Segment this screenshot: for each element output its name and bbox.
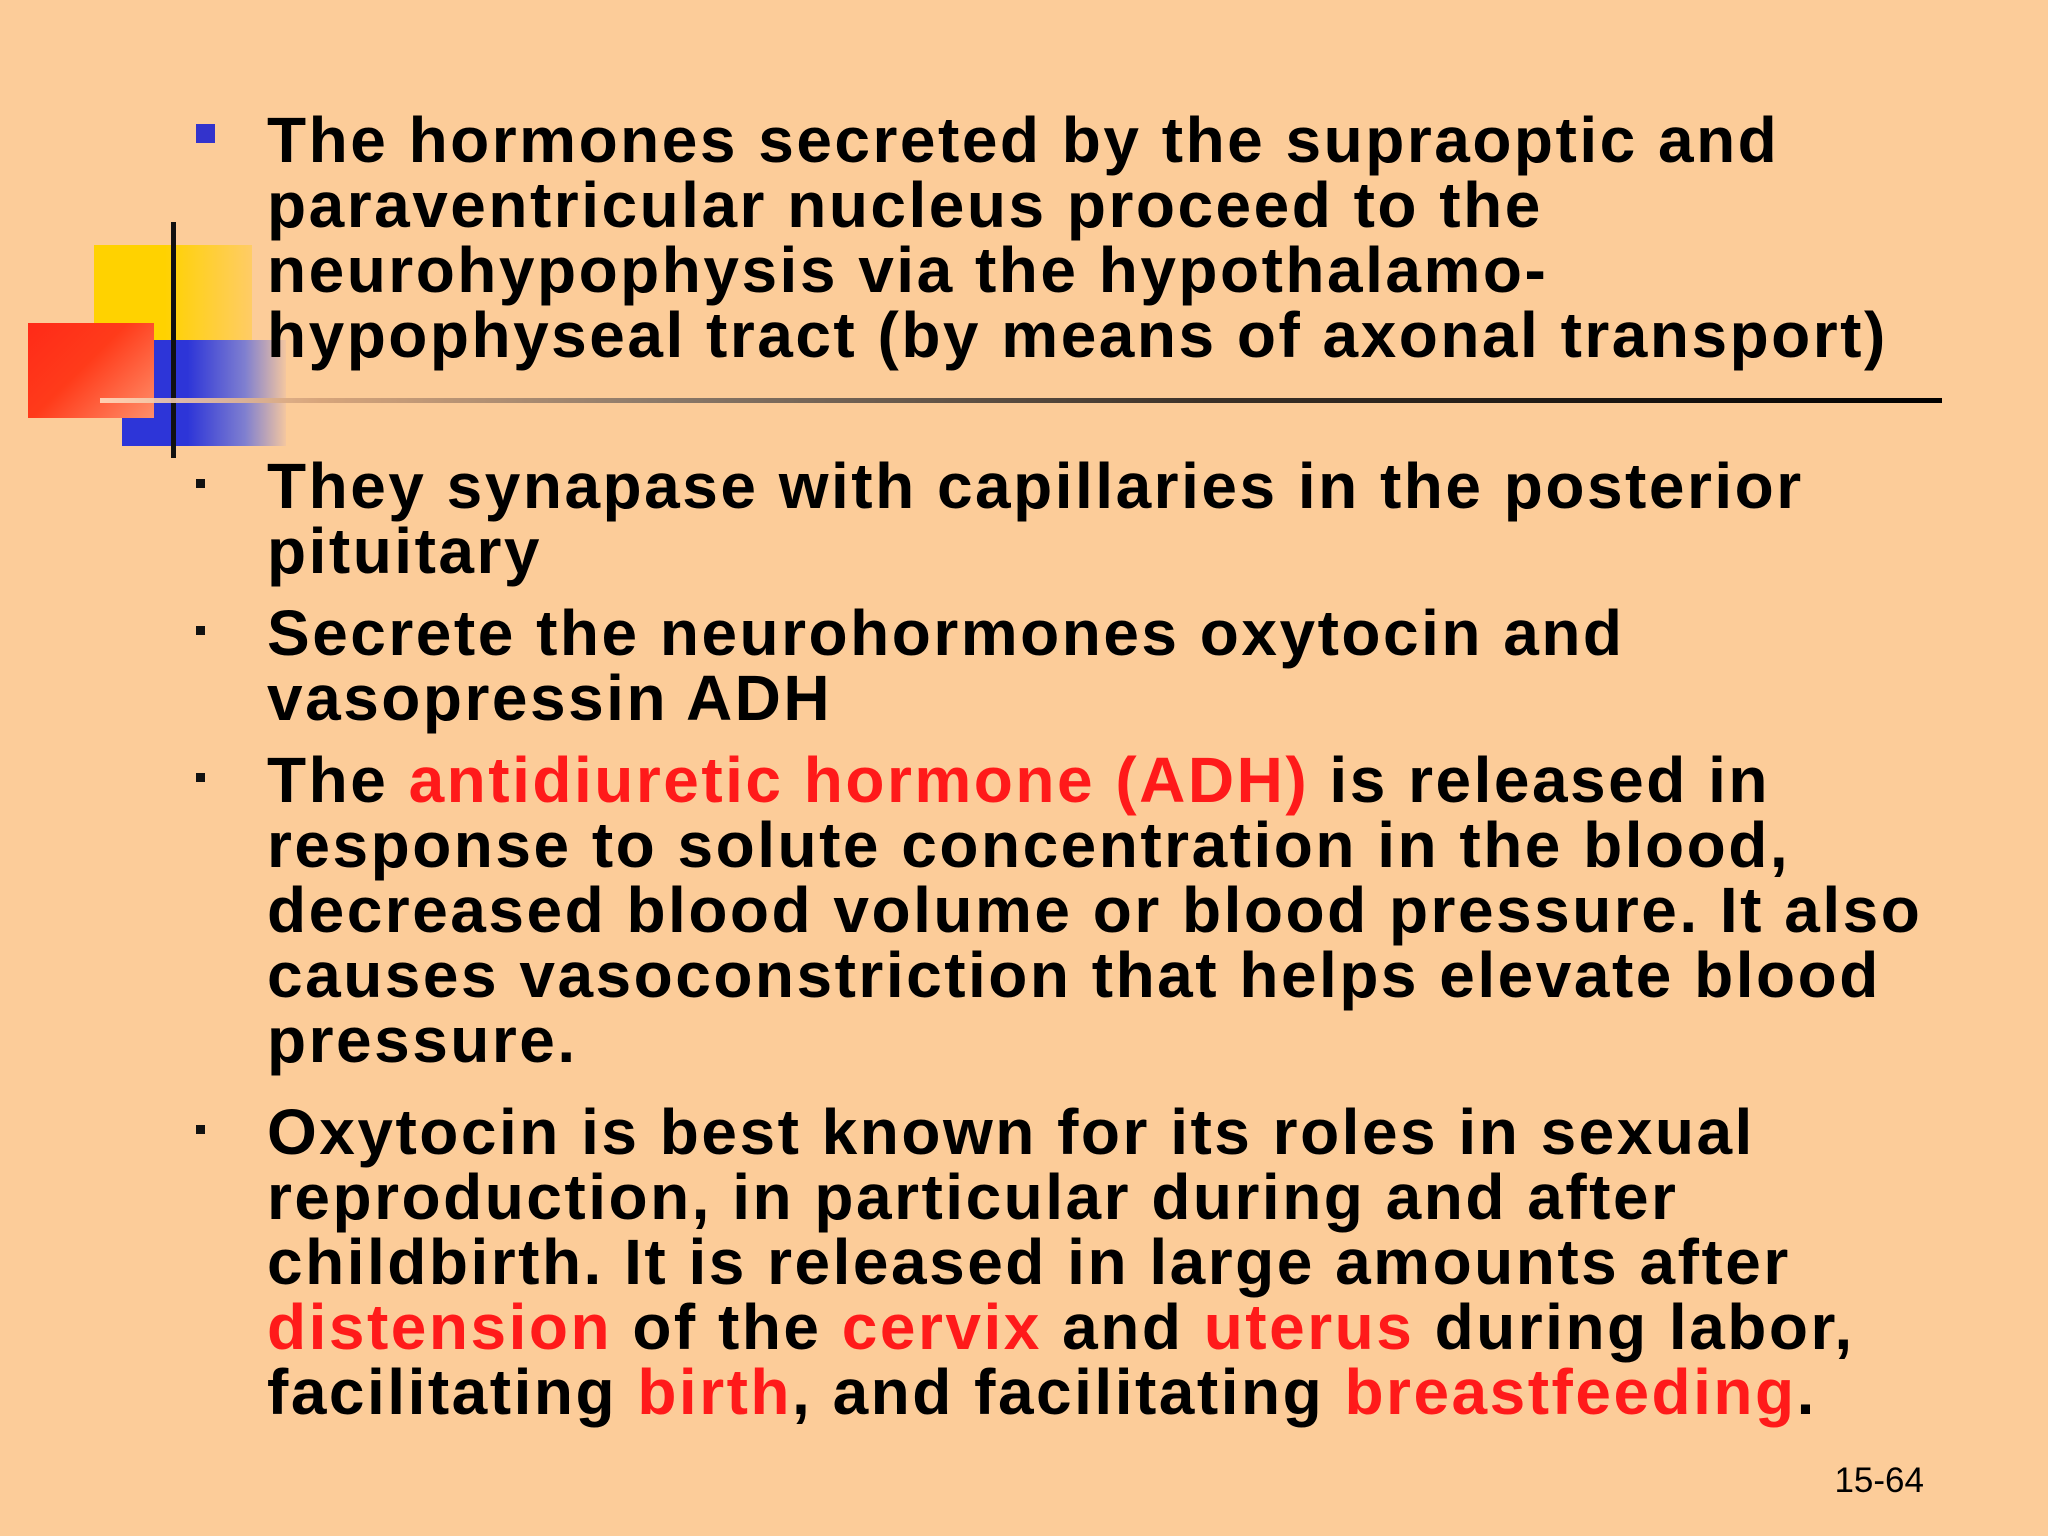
highlight-term-breastfeeding: breastfeeding <box>1344 1356 1797 1428</box>
bullet-text-segment: and <box>1041 1291 1204 1363</box>
highlight-term-birth: birth <box>637 1356 792 1428</box>
title-divider-line <box>100 398 1942 403</box>
highlight-term-uterus: uterus <box>1203 1291 1415 1363</box>
bullet-square-icon <box>196 626 205 635</box>
bullet-text-segment: during labor, facilitating <box>267 1291 1855 1428</box>
bullet-square-icon <box>196 773 205 782</box>
bullet-text-segment: , and facilitating <box>792 1356 1345 1428</box>
highlight-term-cervix: cervix <box>841 1291 1042 1363</box>
bullet-item-oxytocin <box>267 1096 1947 1428</box>
bullet-square-icon <box>196 1125 205 1134</box>
bullet-square-icon <box>196 124 215 143</box>
decorative-vertical-line <box>171 222 176 458</box>
bullet-text-segment: . <box>1796 1356 1817 1428</box>
bullet-text-segment: of the <box>612 1291 842 1363</box>
bullet-text-segment: The <box>267 744 409 816</box>
bullet-square-icon <box>196 479 205 488</box>
highlight-term-adh: antidiuretic hormone (ADH) <box>408 744 1310 816</box>
decorative-red-square <box>28 323 154 418</box>
bullet-text-segment: is released in response to solute concentration in the blood, decreased blood volume or blood pressure. It also causes vasoconstriction that helps elevate blood pressure. <box>267 744 1923 1076</box>
bullet-text-segment: Oxytocin is best known for its roles in sexual reproduction, in particular during and after childbirth. It is released in large amounts after <box>267 1096 1791 1298</box>
bullet-item-neurohormones: Secrete the neurohormones oxytocin and vasopressin ADH <box>267 597 1625 734</box>
slide-number: 15-64 <box>1834 1461 1924 1500</box>
bullet-item-adh <box>267 744 1947 1076</box>
bullet-item-synapse-capillaries: They synapase with capillaries in the posterior pituitary <box>267 450 1804 587</box>
bullet-item-hormone-transport: The hormones secreted by the supraoptic and paraventricular nucleus proceed to the neurohypophysis via the hypothalamo-hypophyseal tract (by means of axonal transport) <box>267 104 1888 371</box>
highlight-term-distension: distension <box>267 1291 613 1363</box>
